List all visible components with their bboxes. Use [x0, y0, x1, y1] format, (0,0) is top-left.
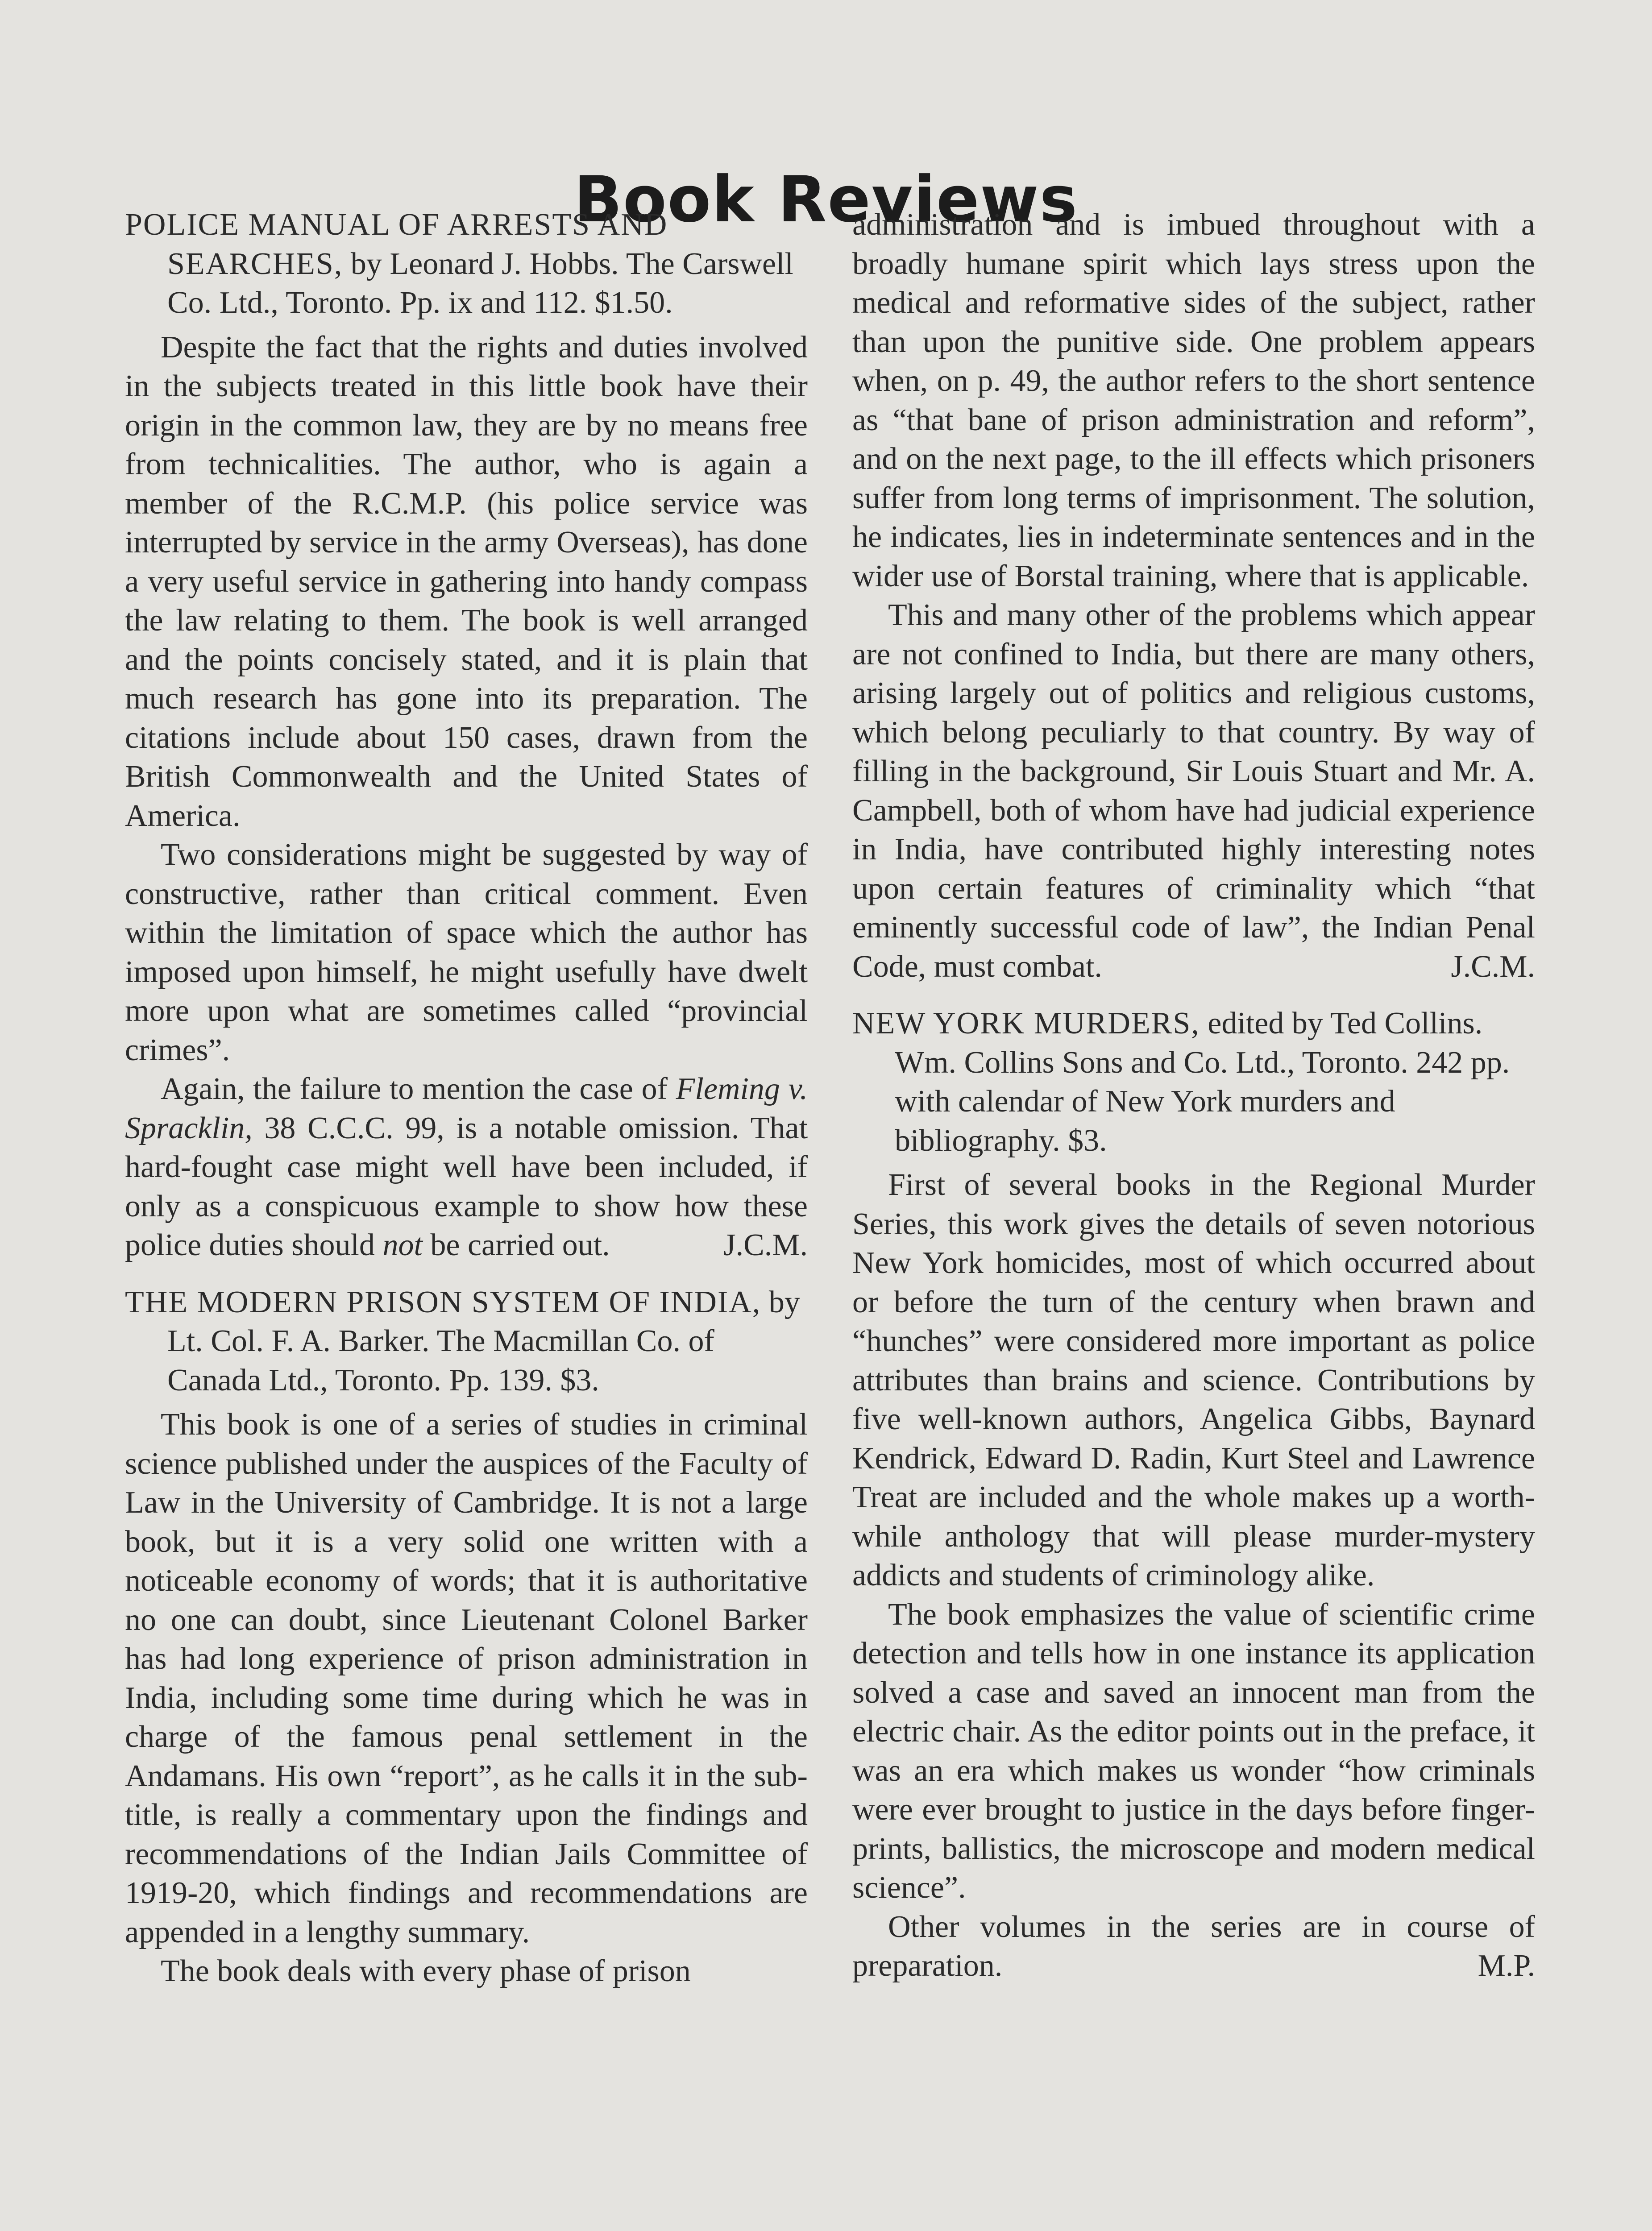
reviewer-initials: J.C.M.: [723, 1228, 808, 1262]
review-paragraph: [852, 1908, 1535, 1986]
review-paragraph: This book is one of a series of studies in criminal science published under the auspices of the Faculty of Law in the University of Cambridge. It is not a large book, but it is a very solid one written with a noticeable economy of words; that it is authoritative no one can doubt, since Lieutenant Colonel Barker has had long experience of prison administration in India, including some time during which he was in charge of the famous penal settlement in the Andamans. His own “report”, as he calls it in the sub-title, is really a commentary upon the findings and recommendations of the Indian Jails Committee of 1919-20, which findings and recommendations are appended in a lengthy summary.: [125, 1407, 808, 1949]
review-paragraph: administration and is imbued throughout with a broadly humane spirit which lays stress upon the medical and reformative sides of the subject, rather than upon the punitive side. One problem appears when, on p. 49, the author refers to the short sentence as “that bane of prison administration and reform”, and on the next page, to the ill effects which prisoners suffer from long terms of imprisonment. The solution, he indicates, lies in indeterminate sentences and in the wider use of Borstal training, where that is applicable.: [852, 207, 1535, 593]
review-police-manual: [125, 205, 808, 1265]
book-details: edited by Ted Collins. Wm. Collins Sons and Co. Ltd., Toronto. 242 pp. with calendar of New York murders and bibliography. $3.: [895, 1006, 1510, 1158]
review-paragraph: [125, 1070, 808, 1265]
review-new-york-murders: [852, 1004, 1535, 1986]
reviewer-initials: J.C.M.: [1451, 949, 1535, 984]
book-title: THE MODERN PRISON SYSTEM OF INDIA,: [125, 1285, 761, 1319]
emphasis: not: [382, 1228, 423, 1262]
review-paragraph: First of several books in the Regional Murder Series, this work gives the details of seven notorious New York homicides, most of which occurred about or before the turn of the century when brawn and “hunches” were considered more important as police attributes than brains and science. Contributions by five well-known authors, Angelica Gibbs, Baynard Kendrick, Edward D. Radin, Kurt Steel and Lawrence Treat are included and the whole makes up a worth-while anthology that will please murder-mystery addicts and students of criminology alike.: [852, 1168, 1535, 1592]
paragraph-text: Again, the failure to mention the case of: [161, 1072, 668, 1106]
case-citation: Fleming v. Spracklin,: [125, 1072, 808, 1145]
reviewer-initials: M.P.: [1478, 1949, 1535, 1983]
book-details: by Lt. Col. F. A. Barker. The Macmillan Co. of Canada Ltd., Toronto. Pp. 139. $3.: [167, 1285, 800, 1397]
review-heading: [125, 205, 808, 323]
review-prison-system: [125, 1283, 808, 1991]
right-column: [852, 205, 1535, 1986]
left-column: [125, 205, 808, 1991]
book-title: NEW YORK MURDERS,: [852, 1006, 1200, 1041]
paragraph-text: Other volumes in the series are in course of preparation.: [852, 1909, 1535, 1983]
page-title: Book Reviews: [573, 163, 1079, 237]
review-paragraph: The book emphasizes the value of scientific crime detection and tells how in one instance its application solved a case and saved an innocent man from the electric chair. As the editor points out in the preface, it was an era which makes us wonder “how criminals were ever brought to justice in the days before finger-prints, ballistics, the microscope and modern medical science”.: [852, 1597, 1535, 1905]
book-title: POLICE MANUAL OF ARRESTS AND SEARCHES,: [125, 207, 668, 281]
paragraph-text: 38 C.C.C. 99, is a notable omission. That hard-fought case might well have been included, if only as a conspicuous example to show how these police duties should: [125, 1111, 808, 1262]
review-heading: [852, 1004, 1535, 1160]
paragraph-text: be carried out.: [430, 1228, 610, 1262]
review-paragraph: [852, 596, 1535, 986]
book-details: by Leonard J. Hobbs. The Carswell Co. Ltd., Toronto. Pp. ix and 112. $1.50.: [167, 246, 794, 320]
review-paragraph: Two considerations might be suggested by way of constructive, rather than critical comment. Even within the limitation of space which the author has imposed upon himself, he might usefully have dwelt more upon what are sometimes called “provincial crimes”.: [125, 838, 808, 1067]
review-paragraph: Despite the fact that the rights and duties involved in the subjects treated in this little book have their origin in the common law, they are by no means free from technicalities. The author, who is again a member of the R.C.M.P. (his police service was interrupted by service in the army Overseas), has done a very useful service in gathering into handy compass the law relating to them. The book is well arranged and the points concisely stated, and it is plain that much research has gone into its preparation. The citations include about 150 cases, drawn from the British Commonwealth and the United States of America.: [125, 330, 808, 833]
paragraph-text: This and many other of the problems which appear are not confined to India, but there are many others, arising largely out of politics and religious customs, which belong peculiarly to that country. By way of filling in the background, Sir Louis Stuart and Mr. A. Campbell, both of whom have had judicial experience in India, have contributed highly interesting notes upon certain features of criminality which “that eminently successful code of law”, the Indian Penal Code, must combat.: [852, 598, 1535, 984]
review-paragraph: The book deals with every phase of prison: [161, 1954, 691, 1988]
review-heading: [125, 1283, 808, 1400]
review-prison-system-continued: [852, 205, 1535, 986]
